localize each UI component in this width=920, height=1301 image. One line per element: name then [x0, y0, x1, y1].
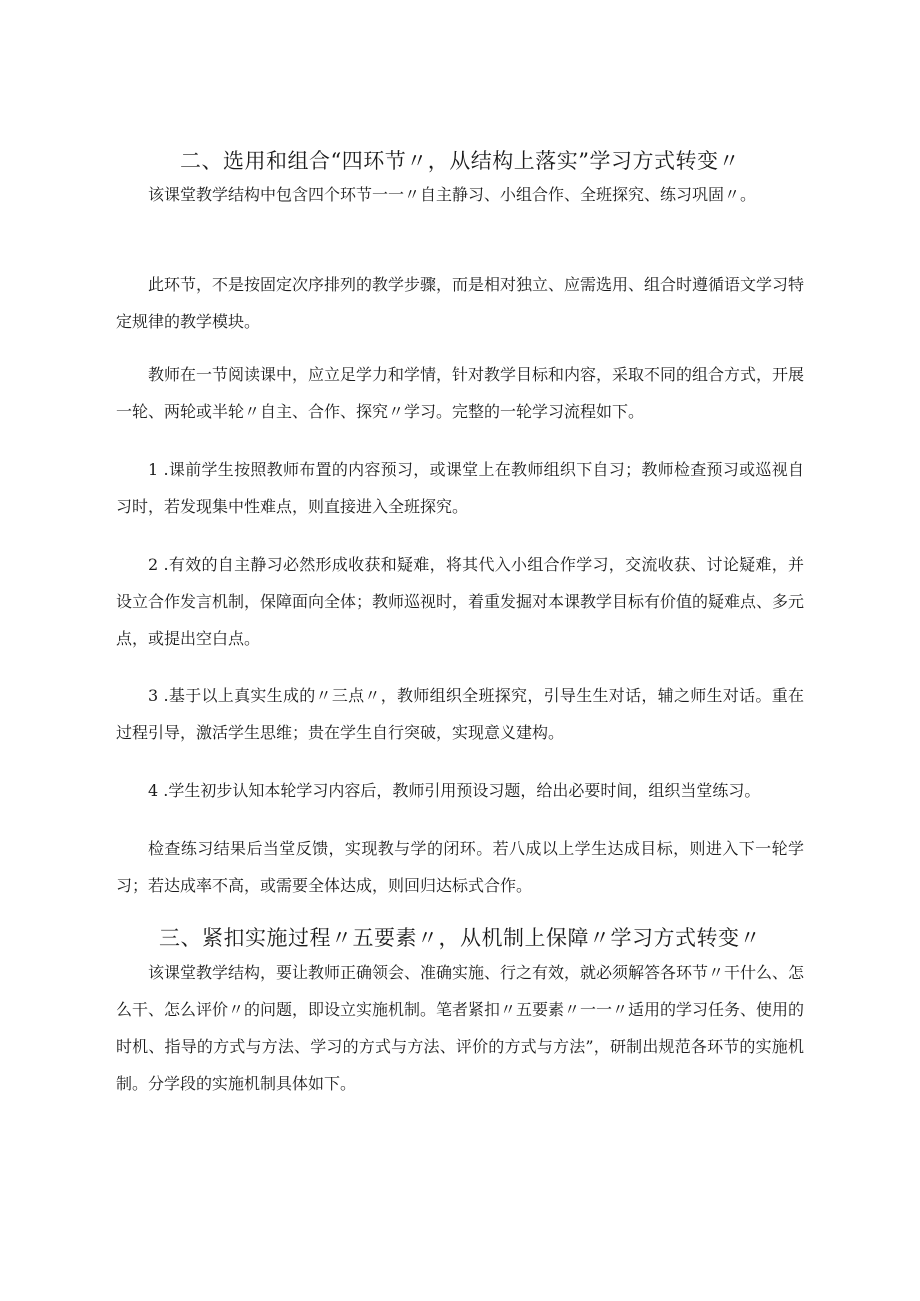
paragraph-step-2: 2 .有效的自主静习必然形成收获和疑难，将其代入小组合作学习，交流收获、讨论疑难，并设立合作发言机制，保障面向全体；教师巡视时，着重发掘对本课教学目标有价值的疑难点、多元点，或提出空白点。 — [116, 555, 805, 648]
paragraph-implementation-mechanism: 该课堂教学结构，要让教师正确领会、准确实施、行之有效，就必须解答各环节〃干什么、怎么干、怎么评价〃的问题，即设立实施机制。笔者紧扣〃五要素〃一一〃适用的学习任务、使用的时机、指导的方式与方法、学习的方式与方法、评价的方式与方法”，研制出规范各环节的实施机制。分学段的实施机制具体如下。 — [116, 963, 805, 1093]
section-2-heading: 二、选用和组合“四环节〃，从结构上落实”学习方式转变〃 — [180, 149, 740, 173]
paragraph-step-1: 1 .课前学生按照教师布置的内容预习，或课堂上在教师组织下自习；教师检查预习或巡视自习时，若发现集中性难点，则直接进入全班探究。 — [116, 460, 804, 516]
paragraph-step-3: 3 .基于以上真实生成的〃三点〃，教师组织全班探究，引导生生对话，辅之师生对话。重在过程引导，激活学生思维；贵在学生自行突破，实现意义建构。 — [116, 686, 804, 742]
paragraph-step-4: 4 .学生初步认知本轮学习内容后，教师引用预设习题，给出必要时间，组织当堂练习。 — [148, 781, 761, 800]
paragraph-feedback: 检查练习结果后当堂反馈，实现教与学的闭环。若八成以上学生达成目标，则进入下一轮学习；若达成率不高，或需要全体达成，则回归达标式合作。 — [116, 839, 804, 895]
section-3-heading: 三、紧扣实施过程〃五要素〃，从机制上保障〃学习方式转变〃 — [159, 926, 761, 950]
paragraph-module-description: 此环节，不是按固定次序排列的教学步骤，而是相对独立、应需选用、组合时遵循语文学习特定规律的教学模块。 — [116, 275, 805, 331]
paragraph-structure-intro: 该课堂教学结构中包含四个环节一一〃自主静习、小组合作、全班探究、练习巩固〃。 — [148, 185, 757, 204]
paragraph-teacher-combination: 教师在一节阅读课中，应立足学力和学情，针对教学目标和内容，采取不同的组合方式，开展一轮、两轮或半轮〃自主、合作、探究〃学习。完整的一轮学习流程如下。 — [116, 365, 805, 421]
